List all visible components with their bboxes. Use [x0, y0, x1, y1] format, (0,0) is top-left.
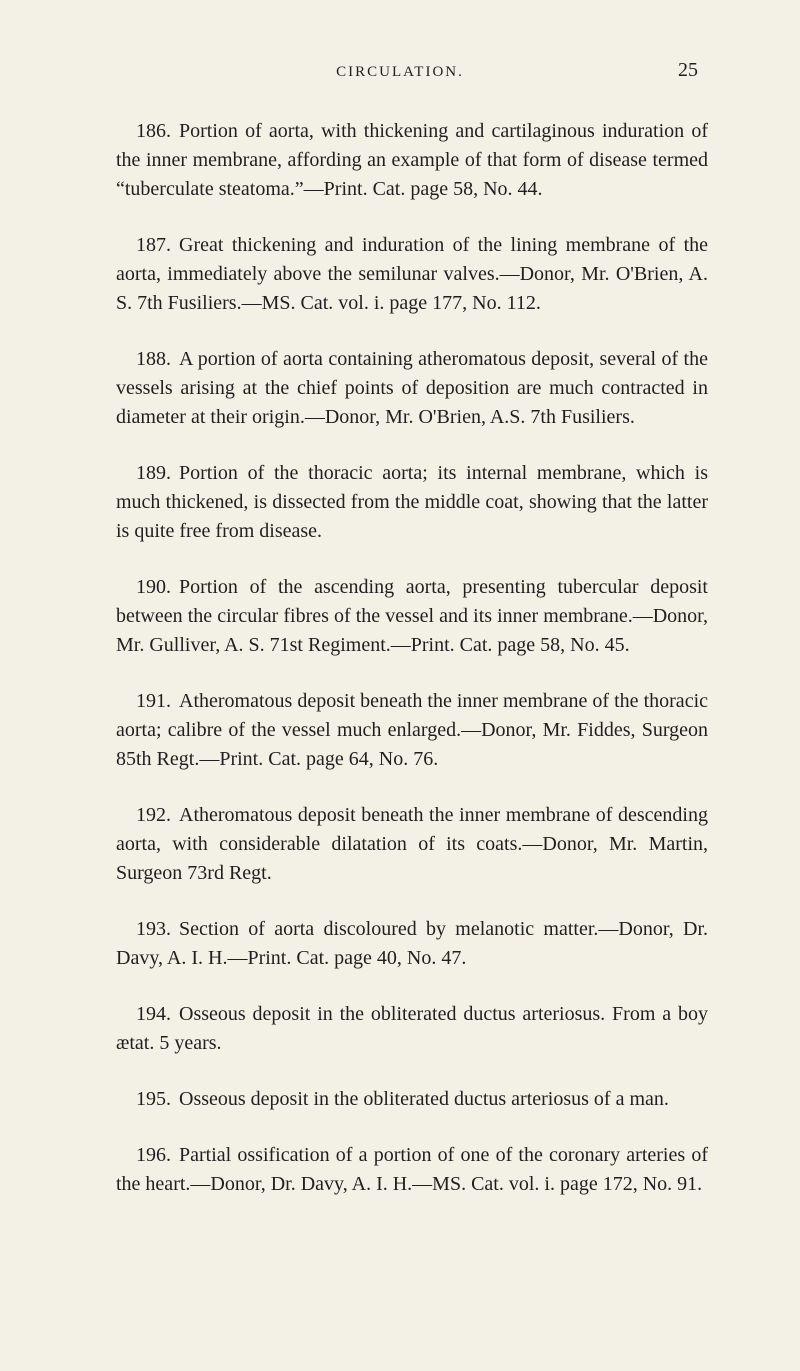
entry-number: 194.: [136, 1003, 171, 1025]
entry-number: 195.: [136, 1088, 171, 1110]
entry-number: 186.: [136, 120, 171, 142]
catalogue-entry-194: [116, 1000, 708, 1058]
entry-number: 187.: [136, 234, 171, 256]
entry-number: 193.: [136, 918, 171, 940]
entry-number: 191.: [136, 690, 171, 712]
catalogue-entry-192: [116, 801, 708, 888]
entry-text: Section of aorta discoloured by melanotic matter.—Donor, Dr. Davy, A. I. H.—Print. Cat. page 40, No. 47.: [116, 918, 708, 969]
catalogue-entry-187: [116, 231, 708, 318]
catalogue-entry-188: [116, 345, 708, 432]
catalogue-entry-195: [116, 1085, 708, 1114]
entry-text: Osseous deposit in the obliterated ductus arteriosus of a man.: [179, 1088, 669, 1110]
catalogue-entry-191: [116, 687, 708, 774]
entry-number: 189.: [136, 462, 171, 484]
page-number: 25: [678, 59, 698, 81]
catalogue-entries: [116, 117, 708, 1226]
entry-text: Great thickening and induration of the lining membrane of the aorta, immediately above the semilunar valves.—Donor, Mr. O'Brien, A. S. 7th Fusiliers.—MS. Cat. vol. i. page 177, No. 112.: [116, 234, 708, 314]
entry-text: Atheromatous deposit beneath the inner membrane of descending aorta, with considerable dilatation of its coats.—Donor, Mr. Martin, Surgeon 73rd Regt.: [116, 804, 708, 884]
catalogue-entry-196: [116, 1141, 708, 1199]
entry-number: 190.: [136, 576, 171, 598]
catalogue-entry-189: [116, 459, 708, 546]
entry-text: Atheromatous deposit beneath the inner membrane of the thoracic aorta; calibre of the vessel much enlarged.—Donor, Mr. Fiddes, Surgeon 85th Regt.—Print. Cat. page 64, No. 76.: [116, 690, 708, 770]
catalogue-entry-190: [116, 573, 708, 660]
entry-text: A portion of aorta containing atheromatous deposit, several of the vessels arising at the chief points of deposition are much contracted in diameter at their origin.—Donor, Mr. O'Brien, A.S. 7th Fusiliers.: [116, 348, 708, 428]
entry-text: Partial ossification of a portion of one of the coronary arteries of the heart.—Donor, Dr. Davy, A. I. H.—MS. Cat. vol. i. page 172, No. 91.: [116, 1144, 708, 1195]
catalogue-entry-186: [116, 117, 708, 204]
entry-number: 188.: [136, 348, 171, 370]
entry-text: Portion of aorta, with thickening and cartilaginous induration of the inner membrane, affording an example of that form of disease termed “tuberculate steatoma.”—Print. Cat. page 58, No. 44.: [116, 120, 708, 200]
entry-text: Portion of the thoracic aorta; its internal membrane, which is much thickened, is dissected from the middle coat, showing that the latter is quite free from disease.: [116, 462, 708, 542]
entry-text: Osseous deposit in the obliterated ductus arteriosus. From a boy ætat. 5 years.: [116, 1003, 708, 1054]
entry-text: Portion of the ascending aorta, presenting tubercular deposit between the circular fibres of the vessel and its inner membrane.—Donor, Mr. Gulliver, A. S. 71st Regiment.—Print. Cat. page 58, No. 45.: [116, 576, 708, 656]
catalogue-entry-193: [116, 915, 708, 973]
entry-number: 196.: [136, 1144, 171, 1166]
running-header-title: CIRCULATION.: [336, 64, 464, 80]
entry-number: 192.: [136, 804, 171, 826]
